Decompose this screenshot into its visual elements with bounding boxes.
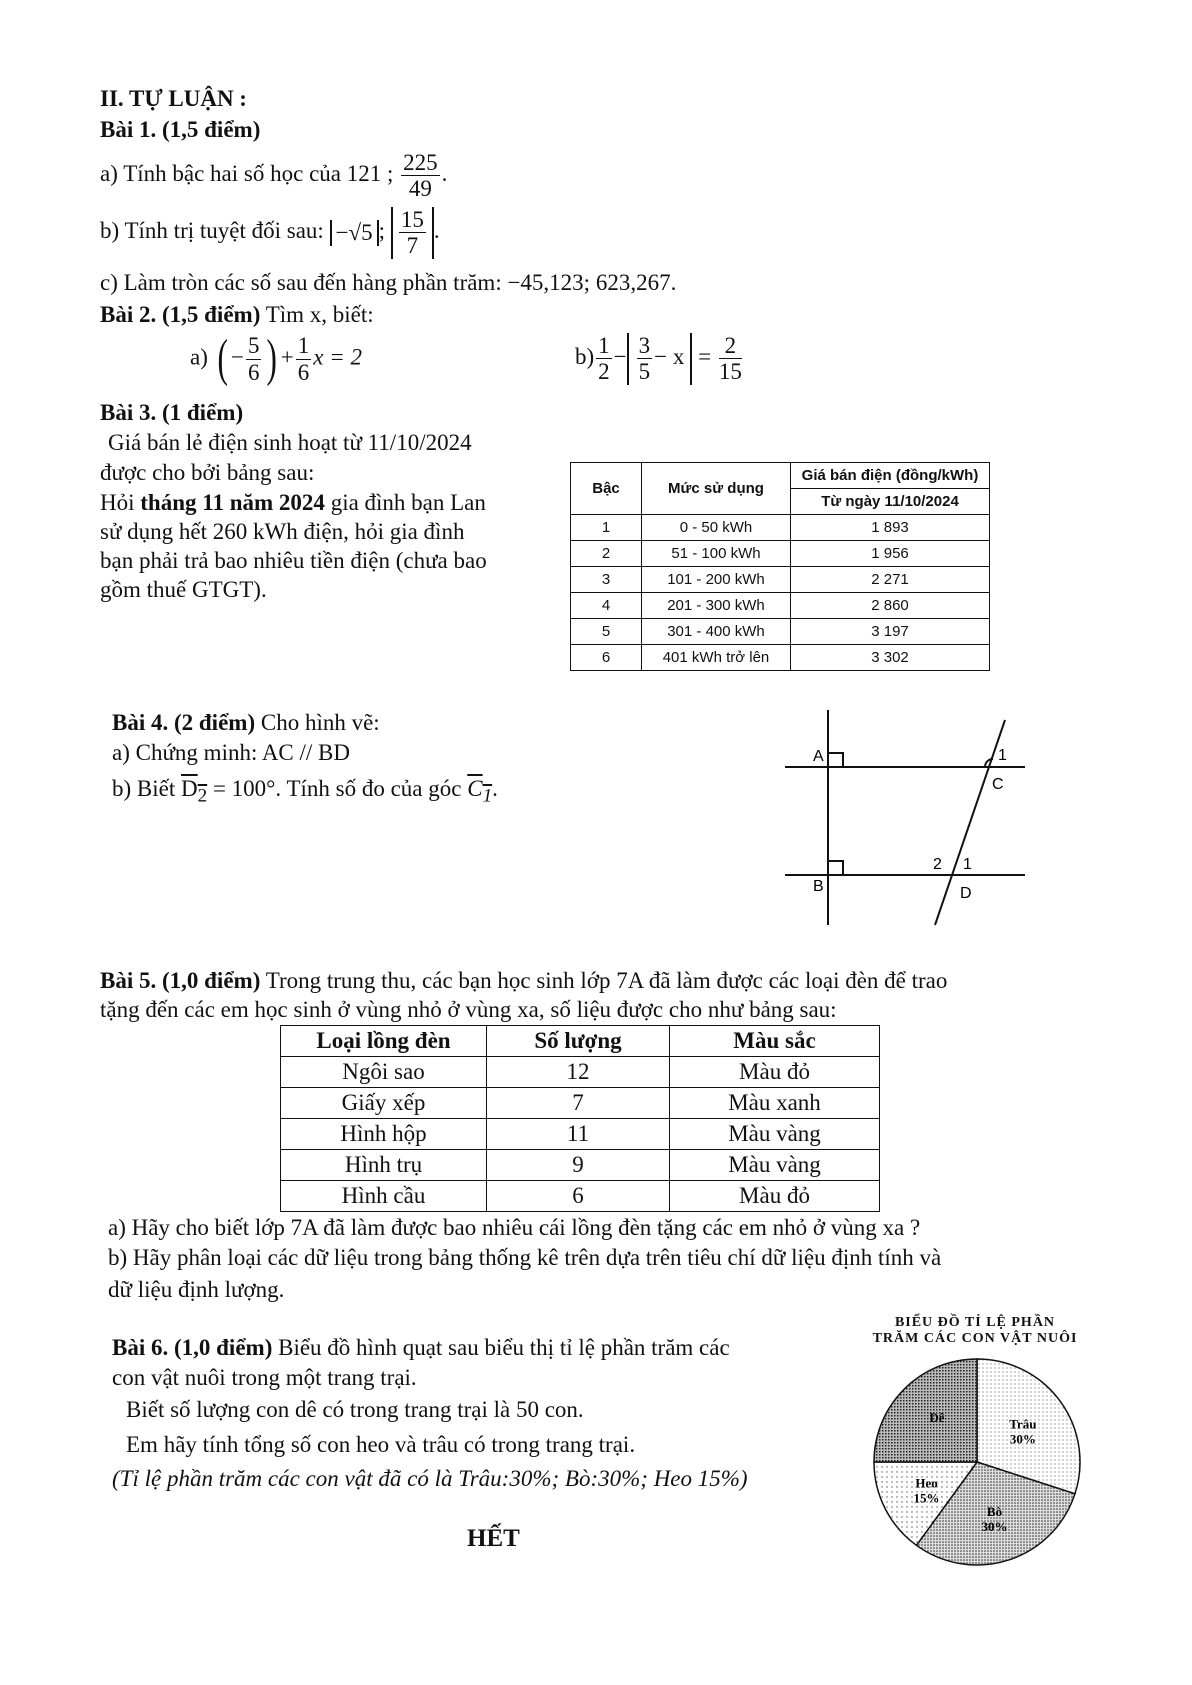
bai4-angle-d2: $D_2$ [181,776,208,807]
lantern-cell: Hình hộp [281,1119,487,1150]
bai2-a: a) ( − $\frac{5}{6}$ ) + $\frac{1}{6}$ x = 2 [190,330,362,387]
bai6-l2: con vật nuôi trong một trang trại. [112,1365,417,1390]
lantern-cell: Ngôi sao [281,1057,487,1088]
lantern-header-loai: Loại lồng đèn [281,1026,487,1057]
elec-cell: 3 302 [791,645,990,671]
bai2-a-label: a) [190,344,208,370]
table-row [281,1088,880,1119]
bai2-title-line [100,302,374,328]
lantern-cell: Hình cầu [281,1181,487,1212]
bai4-title-rest: Cho hình vẽ: [260,710,380,735]
lantern-cell: Màu vàng [670,1119,880,1150]
elec-header-gia: Giá bán điện (đồng/kWh) [791,463,990,489]
right-angle-mark-a [828,753,843,767]
elec-cell: 1 [571,515,642,541]
electricity-price-table [570,462,990,671]
elec-cell: 5 [571,619,642,645]
bai3-p6: gồm thuế GTGT). [100,577,267,602]
bai4-b-mid: = 100°. Tính số đo của góc [212,776,462,801]
lantern-cell: Hình trụ [281,1150,487,1181]
bai1-a: a) Tính bậc hai số học của 121 ; $\frac{225}{49}$ . [100,150,448,202]
elec-cell: 4 [571,593,642,619]
elec-cell: 3 197 [791,619,990,645]
bai2-b: b) $\frac{1}{2}$ − $\frac{3}{5}$ − x = $\frac{2}{15}$ [575,333,742,385]
elec-cell: 2 271 [791,567,990,593]
bai5-intro2: tặng đến các em học sinh ở vùng nhỏ ở vùng xa, số liệu được cho như bảng sau: [100,997,837,1022]
pie-chart-title [850,1315,1100,1347]
end-text: HẾT [467,1525,520,1552]
section-title: II. TỰ LUẬN : [100,86,247,111]
bai3-p5: bạn phải trả bao nhiêu tiền điện (chưa bao [100,548,487,573]
elec-cell: 1 956 [791,541,990,567]
label-d2: 2 [933,856,942,873]
pie-slice-3 [874,1359,977,1462]
lantern-cell: Màu đỏ [670,1057,880,1088]
lantern-cell: 11 [487,1119,670,1150]
bai2-a-n2: 1 [297,333,310,359]
elec-cell: 301 - 400 kWh [642,619,791,645]
lantern-cell: 9 [487,1150,670,1181]
bai5-title: Bài 5. (1,0 điểm) [100,968,261,993]
pie-title-line2: TRĂM CÁC CON VẬT NUÔI [872,1331,1078,1346]
bai5-qb2: dữ liệu định lượng. [108,1277,285,1302]
bai2-title: Bài 2. (1,5 điểm) [100,302,261,327]
lantern-header-sl: Số lượng [487,1026,670,1057]
pie-value-1: 30% [981,1518,1008,1534]
pie-value-0: 30% [1009,1431,1036,1447]
bai1-c: c) Làm tròn các số sau đến hàng phần trăm: −45,123; 623,267. [100,270,677,295]
elec-cell: 6 [571,645,642,671]
elec-header-muc: Mức sử dụng [642,463,791,515]
label-b: B [813,878,824,895]
bai1-b-abs2 [391,207,434,259]
bai1-b-text: b) Tính trị tuyệt đối sau: [100,218,324,244]
lantern-cell: 7 [487,1088,670,1119]
elec-cell: 2 860 [791,593,990,619]
bai3-title: Bài 3. (1 điểm) [100,400,244,425]
label-d1: 1 [963,856,972,873]
bai2-b-d2: 5 [638,359,651,385]
lantern-cell: Giấy xếp [281,1088,487,1119]
bai3-p3 [100,490,486,516]
elec-cell: 201 - 300 kWh [642,593,791,619]
bai1-a-num: 225 [403,150,438,175]
label-a: A [813,748,824,765]
label-c1: 1 [998,747,1007,764]
bai4-b-pre: b) Biết [112,776,176,801]
table-row [571,593,990,619]
bai1-b-abs1: −√5 [330,220,379,246]
lantern-table [280,1025,880,1212]
bai2-b-n2: 3 [638,333,651,358]
bai3-p1: Giá bán lẻ điện sinh hoạt từ 11/10/2024 [108,430,472,455]
right-angle-mark-b [828,861,843,875]
bai2-title-rest: Tìm x, biết: [265,302,374,327]
bai2-b-label: b) [575,344,595,370]
bai4-b: b) Biết $D_2 = 100^\circ$. Tính số đo của góc $C_1$. [112,776,498,807]
table-row [571,567,990,593]
bai3-p3-post: gia đình bạn Lan [324,490,486,515]
bai4-title: Bài 4. (2 điểm) [112,710,256,735]
elec-header-tu: Từ ngày 11/10/2024 [791,489,990,515]
bai2-a-tail: x = 2 [313,344,362,370]
bai1-b-num: 15 [400,207,424,232]
bai5-qa: a) Hãy cho biết lớp 7A đã làm được bao nhiêu cái lồng đèn tặng các em nhỏ ở vùng xa ? [108,1215,921,1240]
bai5-intro1 [100,968,947,994]
elec-cell: 1 893 [791,515,990,541]
bai1-b-den: 7 [406,233,419,259]
pie-label-1: Bò [986,1503,1003,1519]
lantern-cell: Màu đỏ [670,1181,880,1212]
pie-title-line1: BIỂU ĐỒ TỈ LỆ PHẦN [894,1315,1056,1330]
lantern-cell: 6 [487,1181,670,1212]
bai2-a-n1: 5 [247,333,260,359]
bai2-b-n3: 2 [719,333,742,359]
bai6-line1 [112,1335,730,1361]
lantern-cell: Màu xanh [670,1088,880,1119]
pie-label-0: Trâu [1009,1416,1037,1432]
elec-header-bac: Bậc [571,463,642,515]
elec-cell: 101 - 200 kWh [642,567,791,593]
elec-cell: 2 [571,541,642,567]
bai2-a-d1: 6 [247,359,260,385]
bai6-l5: (Tỉ lệ phần trăm các con vật đã có là Trâu:30%; Bò:30%; Heo 15%) [112,1466,748,1491]
bai2-b-n1: 1 [598,333,610,358]
bai6-l3: Biết số lượng con dê có trong trang trại là 50 con. [126,1397,584,1422]
bai3-p3-pre: Hỏi [100,490,141,515]
bai2-a-d2: 6 [297,359,310,385]
bai3-p2: được cho bởi bảng sau: [100,460,315,485]
geometry-figure [780,705,1030,940]
bai2-b-d1: 2 [598,359,610,385]
lantern-header-mau: Màu sắc [670,1026,880,1057]
table-row [281,1150,880,1181]
bai1-title: Bài 1. (1,5 điểm) [100,117,261,142]
elec-cell: 3 [571,567,642,593]
table-row [571,515,990,541]
bai1-a-fraction [401,150,440,202]
bai5-qb1: b) Hãy phân loại các dữ liệu trong bảng thống kê trên dựa trên tiêu chí dữ liệu định tính và [108,1245,942,1270]
table-row [571,619,990,645]
elec-cell: 0 - 50 kWh [642,515,791,541]
lantern-cell: 12 [487,1057,670,1088]
elec-cell: 51 - 100 kWh [642,541,791,567]
bai4-angle-c1: $C_1$ [467,776,493,807]
bai5-intro1-text: Trong trung thu, các bạn học sinh lớp 7A đã làm được các loại đèn để trao [265,968,948,993]
bai4-title-line [112,710,380,736]
bai3-p3-bold: tháng 11 năm 2024 [140,490,325,515]
bai4-a: a) Chứng minh: AC // BD [112,740,351,765]
pie-label-2: Heo [915,1475,938,1491]
bai1-b: b) Tính trị tuyệt đối sau: −√5 ; $\frac{15}{7}$ . [100,207,440,259]
pie-label-3: Dê [929,1409,945,1425]
label-c: C [992,776,1004,793]
table-row [281,1057,880,1088]
elec-cell: 401 kWh trở lên [642,645,791,671]
table-row [571,541,990,567]
bai3-p4: sử dụng hết 260 kWh điện, hỏi gia đình [100,519,465,544]
bai6-l1: Biểu đồ hình quạt sau biểu thị tỉ lệ phần trăm các [278,1335,730,1360]
bai1-a-den: 49 [408,176,432,202]
table-row [571,645,990,671]
bai6-l4: Em hãy tính tổng số con heo và trâu có trong trang trại. [126,1432,636,1457]
bai6-title: Bài 6. (1,0 điểm) [112,1335,273,1360]
pie-chart [870,1355,1085,1570]
lantern-cell: Màu vàng [670,1150,880,1181]
bai2-b-d3: 15 [718,359,742,385]
bai1-a-text: a) Tính bậc hai số học của 121 ; [100,161,394,187]
label-d: D [960,885,972,902]
table-row [281,1181,880,1212]
table-row [281,1119,880,1150]
pie-value-2: 15% [913,1490,940,1506]
